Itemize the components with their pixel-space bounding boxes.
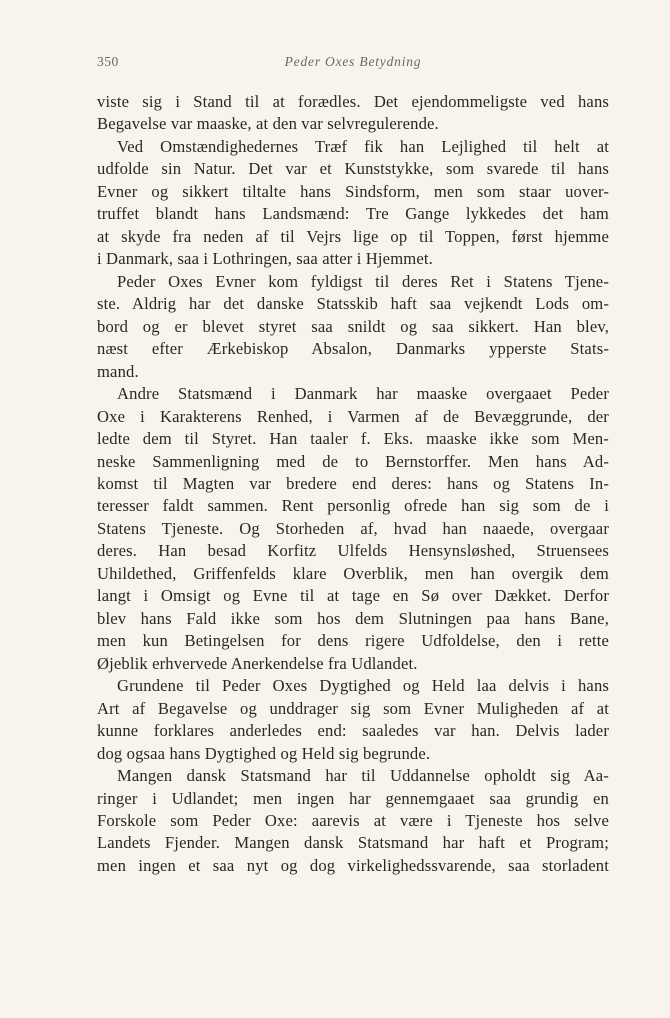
- text-line: næst efter Ærkebiskop Absalon, Danmarks ypperste Stats-: [97, 339, 609, 359]
- text-line: Grundene til Peder Oxes Dygtighed og Held laa delvis i hans: [117, 676, 609, 696]
- text-line: Oxe i Karakterens Renhed, i Varmen af de Bevæggrunde, der: [97, 406, 609, 426]
- text-line: langt i Omsigt og Evne til at tage en Sø over Dækket. Derfor: [97, 586, 609, 606]
- text-line: blev hans Fald ikke som hos dem Slutningen paa hans Bane,: [97, 608, 609, 628]
- body-text: [97, 91, 609, 877]
- text-line: kunne forklares anderledes end: saaledes var han. Delvis lader: [97, 721, 609, 741]
- running-head: [97, 54, 609, 74]
- text-line: men kun Betingelsen for dens rigere Udfoldelse, den i rette: [97, 631, 609, 651]
- text-line: Art af Begavelse og unddrager sig som Evner Muligheden af at: [97, 698, 609, 718]
- text-line: Peder Oxes Evner kom fyldigst til deres Ret i Statens Tjene-: [117, 271, 609, 291]
- text-line: at skyde fra neden af til Vejrs lige op til Toppen, først hjemme: [97, 226, 609, 246]
- text-line: truffet blandt hans Landsmænd: Tre Gange lykkedes det ham: [97, 204, 609, 224]
- running-title: Peder Oxes Betydning: [284, 54, 422, 69]
- page-number: 350: [97, 54, 119, 69]
- text-line: teresser faldt sammen. Rent personlig ofrede han sig som de i: [97, 496, 609, 516]
- text-line: bord og er blevet styret saa snildt og saa sikkert. Han blev,: [97, 316, 609, 336]
- text-line: mand.: [97, 361, 139, 381]
- text-line: viste sig i Stand til at forædles. Det ejendommeligste ved hans: [97, 92, 609, 111]
- text-line: ledte dem til Styret. Han taaler f. Eks. maaske ikke som Men-: [97, 429, 609, 449]
- text-line: Mangen dansk Statsmand har til Uddannelse opholdt sig Aa-: [117, 766, 609, 786]
- text-line: dog ogsaa hans Dygtighed og Held sig begrunde.: [97, 743, 431, 763]
- text-line: udfolde sin Natur. Det var et Kunststykke, som svarede til hans: [97, 159, 609, 179]
- paragraph: [97, 383, 609, 675]
- text-line: men ingen et saa nyt og dog virkelighedssvarende, saa storladent: [97, 855, 609, 875]
- paragraph: [97, 136, 609, 271]
- text-line: neske Sammenligning med de to Bernstorffer. Men hans Ad-: [97, 451, 609, 471]
- text-line: Forskole som Peder Oxe: aarevis at være i Tjeneste hos selve: [97, 811, 609, 830]
- paragraph: [97, 765, 609, 877]
- paragraph: [97, 675, 609, 765]
- text-line: Begavelse var maaske, at den var selvregulerende.: [97, 114, 439, 134]
- text-line: ste. Aldrig har det danske Statsskib haft saa vejkendt Lods om-: [97, 294, 609, 314]
- text-line: Landets Fjender. Mangen dansk Statsmand har haft et Program;: [97, 833, 609, 853]
- paragraph: [97, 271, 609, 383]
- text-line: Evner og sikkert tiltalte hans Sindsform, men som staar uover-: [97, 181, 609, 201]
- text-line: Statens Tjeneste. Og Storheden af, hvad han naaede, overgaar: [97, 518, 609, 538]
- text-line: komst til Magten var bredere end deres: hans og Statens In-: [97, 473, 609, 493]
- text-line: Ved Omstændighedernes Træf fik han Lejlighed til helt at: [117, 136, 609, 156]
- text-line: deres. Han besad Korfitz Ulfelds Hensynsløshed, Struensees: [97, 541, 609, 561]
- text-line: i Danmark, saa i Lothringen, saa atter i Hjemmet.: [97, 249, 433, 269]
- paragraph: [97, 91, 609, 136]
- text-line: ringer i Udlandet; men ingen har gennemgaaet saa grundig en: [97, 788, 609, 808]
- text-line: Andre Statsmænd i Danmark har maaske overgaaet Peder: [117, 384, 609, 404]
- text-line: Øjeblik erhvervede Anerkendelse fra Udlandet.: [97, 653, 418, 673]
- text-line: Uhildethed, Griffenfelds klare Overblik, men han overgik dem: [97, 563, 609, 583]
